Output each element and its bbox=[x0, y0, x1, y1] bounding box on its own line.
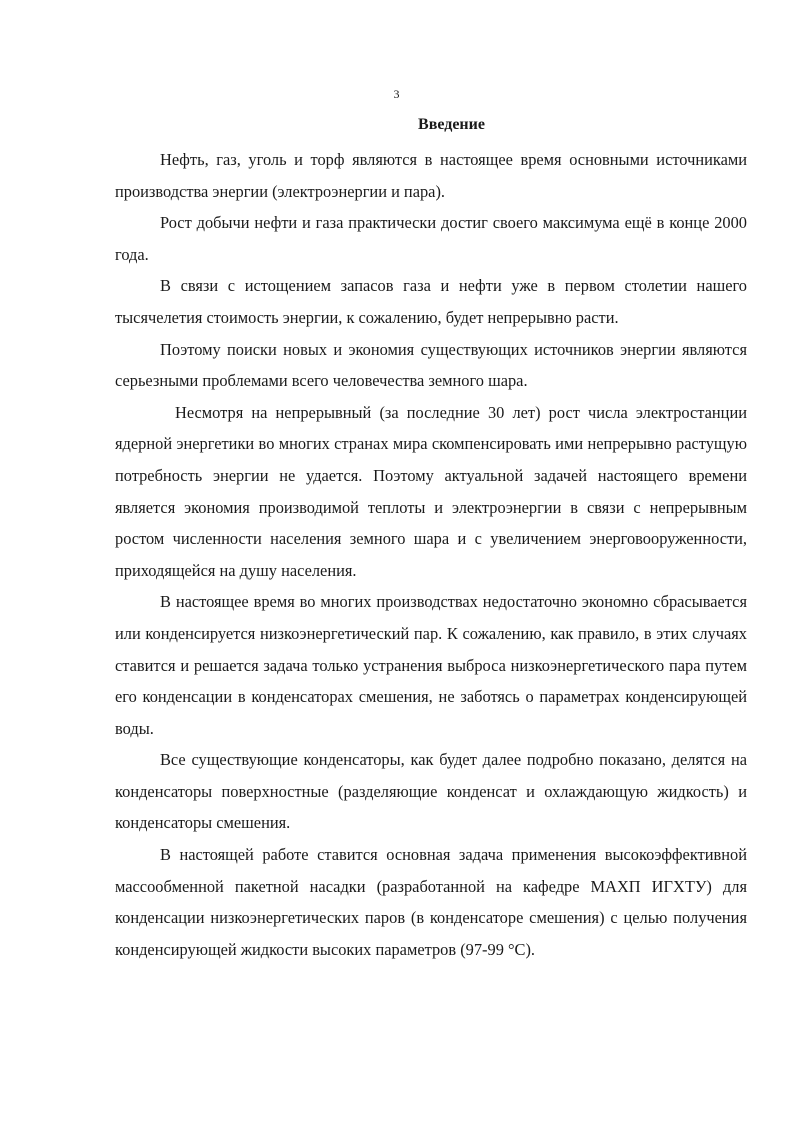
paragraph: Несмотря на непрерывный (за последние 30 лет) рост числа электростанции ядерной энергетики во многих странах мира скомпенсировать ими непрерывно растущую потребность энергии не удается. Поэтому актуальной задачей настоящего времени является экономия производимой теплоты и электроэнергии в связи с непрерывным ростом численности населения земного шара и с увеличением энерговооруженности, приходящейся на душу населения. bbox=[115, 402, 747, 580]
paragraph: В связи с истощением запасов газа и нефти уже в первом столетии нашего тысячелетия стоимость энергии, к сожалению, будет непрерывно расти. bbox=[115, 276, 747, 327]
section-title: Введение bbox=[418, 116, 485, 133]
paragraph: Нефть, газ, уголь и торф являются в настоящее время основными источниками производства энергии (электроэнергии и пара). bbox=[115, 150, 747, 201]
page-number: 3 bbox=[393, 87, 400, 101]
paragraph: В настоящей работе ставится основная задача применения высокоэффективной массообменной пакетной насадки (разработанной на кафедре МАХП ИГХТУ) для конденсации низкоэнергетических паров (в конденсаторе смешения) с целью получения конденсирующей жидкости высоких параметров (97-99 °С). bbox=[115, 845, 747, 959]
document-body bbox=[115, 144, 747, 965]
paragraph: Рост добычи нефти и газа практически достиг своего максимума ещё в конце 2000 года. bbox=[115, 213, 747, 264]
paragraph: Поэтому поиски новых и экономия существующих источников энергии являются серьезными проблемами всего человечества земного шара. bbox=[115, 339, 747, 391]
paragraph: В настоящее время во многих производствах недостаточно экономно сбрасывается или конденсируется низкоэнергетический пар. К сожалению, как правило, в этих случаях ставится и решается задача только устранения выброса низкоэнергетического пара путем его конденсации в конденсаторах смешения, не заботясь о параметрах конденсирующей воды. bbox=[115, 592, 747, 738]
paragraph: Все существующие конденсаторы, как будет далее подробно показано, делятся на конденсаторы поверхностные (разделяющие конденсат и охлаждающую жидкость) и конденсаторы смешения. bbox=[115, 750, 747, 833]
